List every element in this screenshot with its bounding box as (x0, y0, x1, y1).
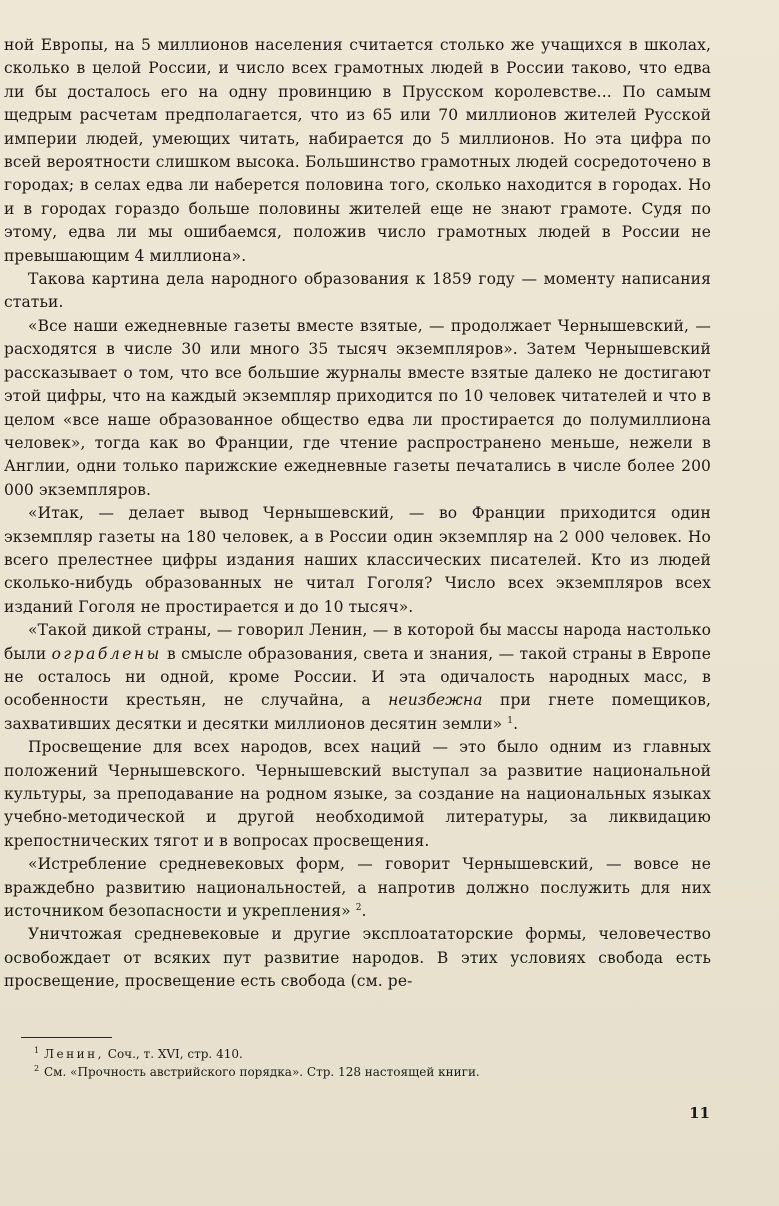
paragraph-medieval-forms-quote: «Истребление средневековых форм, — говорит Чернышевский, — вовсе не враждебно развитию национальностей, а напротив должно послужить для них источником безопасности и укрепления» $^2$. (4, 855, 711, 921)
lenin-quote-emphasis: ограблены (51, 644, 162, 663)
paragraph-continued: ной Европы, на 5 миллионов населения считается столько же учащихся в школах, сколько в целой России, и число всех грамотных людей в России таково, что едва ли бы досталось его на одну провинцию в Прусском королевстве... По самым щедрым расчетам предполагается, что из 65 или 70 миллионов жителей Русской империи людей, умеющих читать, набирается до 5 миллионов. Но эта цифра по всей вероятности слишком высока. Большинство грамотных людей сосредоточено в городах; в селах едва ли наберется половина того, сколько находится в городах. Но и в городах гораздо больше половины жителей еще не знают грамоте. Судя по этому, едва ли мы ошибаемся, положив число грамотных людей в России не превышающим 4 миллиона». (4, 36, 711, 265)
footnote-text: Соч., т. XVI, стр. 410. (107, 1047, 243, 1061)
lenin-quote-italic: неизбежна (388, 691, 483, 710)
footnote-2: 2 См. «Прочность австрийского порядка». Стр. 128 настоящей книги. (34, 1063, 480, 1079)
paragraph-1859-summary: Такова картина дела народного образования к 1859 году — моменту написания статьи. (4, 270, 711, 312)
footnote-ref-2[interactable]: 2 (355, 902, 362, 913)
medieval-forms-quote-text: «Истребление средневековых форм, — говорит Чернышевский, — вовсе не враждебно развитию национальностей, а напротив должно послужить для них источником безопасности и укрепления» (4, 855, 711, 921)
footnotes (34, 1046, 694, 1081)
footnote-text: См. «Прочность австрийского порядка». Стр. 128 настоящей книги. (44, 1064, 480, 1079)
paragraph-conclusion-quote: «Итак, — делает вывод Чернышевский, — во Франции приходится один экземпляр газеты на 180 человек, а в России один экземпляр на 2 000 человек. Но всего прелестнее цифры издания наших классических писателей. Кто из людей сколько-нибудь образованных не читал Гоголя? Число всех экземпляров всех изданий Гоголя не простирается и до 10 тысяч». (4, 504, 711, 616)
footnote-author: Ленин, (44, 1047, 104, 1061)
lenin-quote-end: при гнете помещиков, захвативших десятки и десятки миллионов десятин земли» (4, 691, 711, 733)
footnote-divider (21, 1037, 112, 1038)
paragraph-newspapers-quote: «Все наши ежедневные газеты вместе взятые, — продолжает Чернышевский, — расходятся в числе 30 или много 35 тысяч экземпляров». Затем Чернышевский рассказывает о том, что все большие журналы вместе взятые далеко не достигают этой цифры, что на каждый экземпляр приходится по 10 человек читателей и что в целом «все наше образованное общество едва ли простирается до полумиллиона человек», тогда как во Франции, где чтение распространено меньше, нежели в Англии, одни только парижские ежедневные газеты печатались в числе более 200 000 экземпляров. (4, 316, 711, 499)
lenin-quote-start: «Такой дикой страны, — говорил Ленин, — в которой бы массы народа настолько были (4, 621, 711, 663)
paragraph-enlightenment: Просвещение для всех народов, всех наций — это было одним из главных положений Чернышевского. Чернышевский выступал за развитие национальной культуры, за преподавание на родном языке, за создание на национальных языках учебно-методической и другой необходимой литературы, за ликвидацию крепостнических тягот и в вопросах просвещения. (4, 738, 711, 850)
paragraph-freedom: Уничтожая средневековые и другие эксплоататорские формы, человечество освобождает от всяких пут развитие народов. В этих условиях свобода есть просвещение, просвещение есть свобода (см. ре- (4, 925, 711, 991)
paragraph-lenin-quote: «Такой дикой страны, — говорил Ленин, — в которой бы массы народа настолько были ограблены в смысле образования, света и знания, — такой страны в Европе не осталось ни одной, кроме России. И эта одичалость народных масс, в особенности крестьян, не случайна, а неизбежна при гнете помещиков, захвативших десятки и десятки миллионов десятин земли» $^1$. (4, 621, 711, 733)
lenin-quote-middle: в смысле образования, света и знания, — такой страны в Европе не осталось ни одной, кроме России. И эта одичалость народных масс, в особенности крестьян, не случайна, а (4, 644, 711, 710)
footnote-1: 1 Ленин, Соч., т. XVI, стр. 410. (34, 1046, 243, 1061)
main-text (4, 34, 711, 994)
page-number: 11 (689, 1104, 710, 1122)
footnote-ref-1[interactable]: 1 (507, 715, 514, 726)
